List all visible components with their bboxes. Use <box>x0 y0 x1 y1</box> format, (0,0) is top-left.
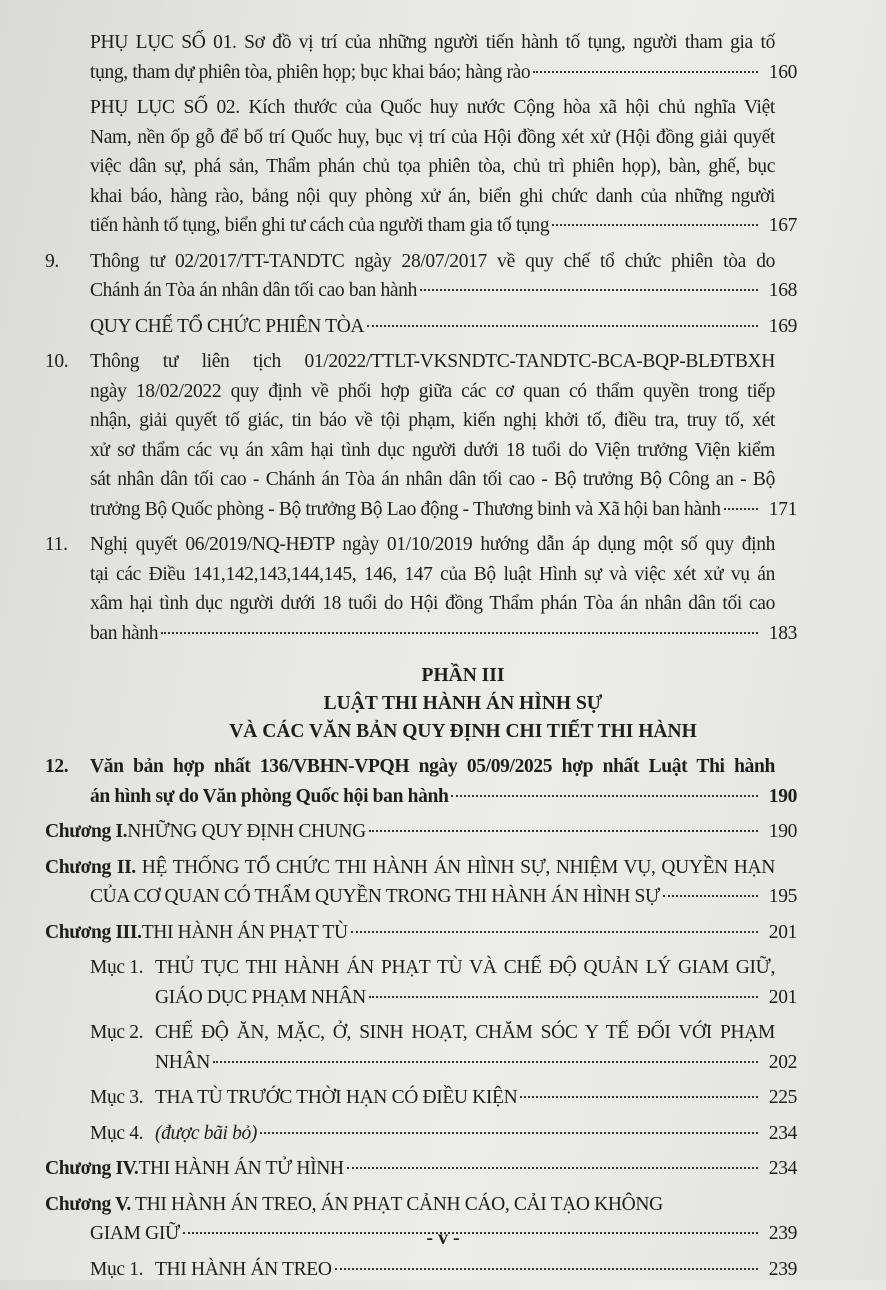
entry-text: ban hành <box>90 622 159 644</box>
toc-entry[interactable] <box>0 312 886 342</box>
page-ref: 160 <box>768 61 797 83</box>
entry-text-line <box>45 1190 775 1220</box>
dot-leader <box>335 1268 758 1270</box>
page-ref: 234 <box>768 1122 797 1144</box>
toc-entry[interactable] <box>0 953 886 1012</box>
entry-last-line <box>90 58 797 88</box>
entry-last-line <box>155 983 797 1013</box>
entry-last-line <box>90 211 797 241</box>
entry-last-line <box>45 918 797 948</box>
page-ref: 234 <box>768 1158 797 1179</box>
entry-last-line <box>45 817 797 847</box>
entry-number: Mục 1. <box>90 1258 144 1280</box>
page-ref: 202 <box>768 1051 797 1073</box>
toc-entry[interactable] <box>0 530 886 648</box>
page-ref: 171 <box>768 498 797 520</box>
entry-text-line: nhận, giải quyết tố giác, tin báo về tội phạm, kiến nghị khởi tố, điều tra, truy tố, xét <box>90 410 775 431</box>
entry-number: Mục 3. <box>90 1087 144 1108</box>
entry-text-line: THỦ TỤC THI HÀNH ÁN PHẠT TÙ VÀ CHẾ ĐỘ QUẢN LÝ GIAM GIỮ, <box>155 957 775 978</box>
dot-leader <box>347 1167 758 1169</box>
entry-text: CỦA CƠ QUAN CÓ THẨM QUYỀN TRONG THI HÀNH ÁN HÌNH SỰ <box>90 886 660 907</box>
chapter-label: Chương II. <box>45 856 136 878</box>
page-ref: 167 <box>768 215 797 236</box>
entry-last-line <box>155 1119 797 1149</box>
entry-text: tiến hành tố tụng, biển ghi tư cách của người tham gia tố tụng <box>90 215 550 236</box>
entry-text-line: Thông tư 02/2017/TT-TANDTC ngày 28/07/2017 về quy chế tổ chức phiên tòa do <box>90 250 775 272</box>
dot-leader <box>451 795 758 797</box>
dot-leader <box>533 71 758 73</box>
toc-entry[interactable] <box>0 1119 886 1149</box>
entry-number: 12. <box>45 756 69 777</box>
entry-number: Mục 4. <box>90 1122 144 1144</box>
entry-last-line <box>90 782 797 812</box>
toc-entry[interactable] <box>0 1018 886 1077</box>
entry-text-line: CHẾ ĐỘ ĂN, MẶC, Ở, SINH HOẠT, CHĂM SÓC Y TẾ ĐỐI VỚI PHẠM <box>155 1022 775 1043</box>
dot-leader <box>213 1061 758 1063</box>
entry-number: 9. <box>45 250 59 272</box>
entry-text: tụng, tham dự phiên tòa, phiên họp; bục khai báo; hàng rào <box>90 61 531 83</box>
toc-entry[interactable] <box>0 1154 886 1184</box>
toc-entry[interactable] <box>0 853 886 912</box>
page-ref: 239 <box>768 1258 797 1280</box>
entry-text-line: Văn bản hợp nhất 136/VBHN-VPQH ngày 05/09/2025 hợp nhất Luật Thi hành <box>90 756 775 777</box>
part-number: PHẦN III <box>421 665 505 686</box>
entry-text: HỆ THỐNG TỔ CHỨC THI HÀNH ÁN HÌNH SỰ, NHIỆM VỤ, QUYỀN HẠN <box>141 856 775 878</box>
part-title-line-1: LUẬT THI HÀNH ÁN HÌNH SỰ <box>323 693 603 714</box>
dot-leader <box>724 508 758 510</box>
toc-section-top <box>0 28 886 648</box>
chapter-label: Chương III. <box>45 921 142 943</box>
chapter-label: Chương I. <box>45 821 128 842</box>
entry-last-line <box>45 1154 797 1184</box>
toc-section-bottom <box>0 752 886 1284</box>
entry-text: THI HÀNH ÁN TREO, ÁN PHẠT CẢNH CÁO, CẢI TẠO KHÔNG <box>135 1193 663 1215</box>
entry-text: THI HÀNH ÁN PHẠT TÙ <box>141 921 348 943</box>
entry-text: THI HÀNH ÁN TREO <box>155 1258 332 1280</box>
page-ref: 239 <box>768 1223 797 1244</box>
entry-text-line: khai báo, hàng rào, bảng nội quy phòng xử án, biển ghi chức danh của những người <box>90 185 775 207</box>
page-ref: 183 <box>768 622 797 644</box>
dot-leader <box>369 830 758 832</box>
entry-text: NHÂN <box>155 1051 210 1073</box>
dot-leader <box>420 289 758 291</box>
entry-text: (được bãi bỏ) <box>155 1122 258 1144</box>
entry-number: Mục 2. <box>90 1022 144 1043</box>
dot-leader <box>161 632 758 634</box>
dot-leader <box>552 224 758 226</box>
toc-entry[interactable] <box>0 347 886 524</box>
page-ref: 190 <box>768 821 797 842</box>
entry-text-line: xâm hại tình dục người dưới 18 tuổi do Hội đồng Thẩm phán Tòa án nhân dân tối cao <box>90 593 775 614</box>
entry-text-line: PHỤ LỤC SỐ 01. Sơ đồ vị trí của những người tiến hành tố tụng, người tham gia tố <box>90 32 775 53</box>
toc-entry[interactable] <box>0 247 886 306</box>
page-number: - v - <box>426 1227 460 1249</box>
entry-last-line <box>155 1048 797 1078</box>
page-ref: 168 <box>768 280 797 301</box>
entry-text-line: tại các Điều 141,142,143,144,145, 146, 147 của Bộ luật Hình sự và việc xét xử vụ án <box>90 563 775 585</box>
entry-text: NHỮNG QUY ĐỊNH CHUNG <box>127 821 366 842</box>
toc-entry[interactable] <box>0 1083 886 1113</box>
entry-text: GIAM GIỮ <box>90 1223 180 1244</box>
part-heading <box>0 662 886 746</box>
entry-text: QUY CHẾ TỔ CHỨC PHIÊN TÒA <box>90 315 365 337</box>
page-ref: 195 <box>768 886 797 907</box>
page-ref: 225 <box>768 1087 797 1108</box>
toc-entry[interactable] <box>0 752 886 811</box>
entry-text: án hình sự do Văn phòng Quốc hội ban hành <box>90 785 449 807</box>
entry-text-line: ngày 18/02/2022 quy định về phối hợp giữa các cơ quan có thẩm quyền trong tiếp <box>90 380 775 402</box>
chapter-label: Chương V. <box>45 1193 131 1215</box>
toc-page <box>0 28 886 1290</box>
entry-text-line: Nghị quyết 06/2019/NQ-HĐTP ngày 01/10/2019 hướng dẫn áp dụng một số quy định <box>90 534 775 555</box>
entry-text: GIÁO DỤC PHẠM NHÂN <box>155 986 366 1008</box>
entry-text-line: sát nhân dân tối cao - Chánh án Tòa án nhân dân tối cao - Bộ trưởng Bộ Công an - Bộ <box>90 469 775 490</box>
entry-number: Mục 1. <box>90 957 144 978</box>
page-ref: 201 <box>768 986 797 1008</box>
entry-text-line: Nam, nền ốp gỗ để bố trí Quốc huy, bục vị trí của Hội đồng xét xử (Hội đồng giải quyết <box>90 126 775 148</box>
toc-entry[interactable] <box>0 817 886 847</box>
entry-text-line <box>45 853 775 883</box>
entry-text: THI HÀNH ÁN TỬ HÌNH <box>138 1158 344 1179</box>
chapter-label: Chương IV. <box>45 1158 139 1179</box>
part-title-line-2: VÀ CÁC VĂN BẢN QUY ĐỊNH CHI TIẾT THI HÀNH <box>229 721 697 742</box>
entry-text-line: việc dân sự, phá sản, Thẩm phán chủ tọa phiên tòa, chủ trì phiên họp), bàn, ghế, bục <box>90 156 775 177</box>
page-ref: 190 <box>768 785 797 807</box>
entry-text: Chánh án Tòa án nhân dân tối cao ban hành <box>90 280 417 301</box>
entry-text-line: Thông tư liên tịch 01/2022/TTLT-VKSNDTC-TANDTC-BCA-BQP-BLĐTBXH <box>90 351 775 372</box>
toc-entry[interactable] <box>0 918 886 948</box>
page-ref: 201 <box>768 921 797 943</box>
entry-last-line <box>90 495 797 525</box>
toc-entry[interactable] <box>0 93 886 241</box>
entry-text: THA TÙ TRƯỚC THỜI HẠN CÓ ĐIỀU KIỆN <box>155 1087 518 1108</box>
entry-last-line <box>90 619 797 649</box>
entry-text-line: PHỤ LỤC SỐ 02. Kích thước của Quốc huy nước Cộng hòa xã hội chủ nghĩa Việt <box>90 97 775 118</box>
toc-entry[interactable] <box>0 28 886 87</box>
entry-number: 11. <box>45 534 68 555</box>
dot-leader <box>520 1096 758 1098</box>
entry-last-line <box>90 882 797 912</box>
entry-last-line <box>90 312 797 342</box>
entry-text-line: xử sơ thẩm các vụ án xâm hại tình dục người dưới 18 tuổi do Viện trưởng Viện kiểm <box>90 439 775 461</box>
dot-leader <box>351 931 758 933</box>
entry-last-line <box>90 276 797 306</box>
dot-leader <box>260 1132 758 1134</box>
entry-text: trưởng Bộ Quốc phòng - Bộ trưởng Bộ Lao động - Thương binh và Xã hội ban hành <box>90 498 721 520</box>
entry-number: 10. <box>45 351 69 372</box>
dot-leader <box>369 996 758 998</box>
page-ref: 169 <box>768 315 797 337</box>
entry-last-line <box>155 1083 797 1113</box>
dot-leader <box>367 325 758 327</box>
dot-leader <box>663 895 758 897</box>
